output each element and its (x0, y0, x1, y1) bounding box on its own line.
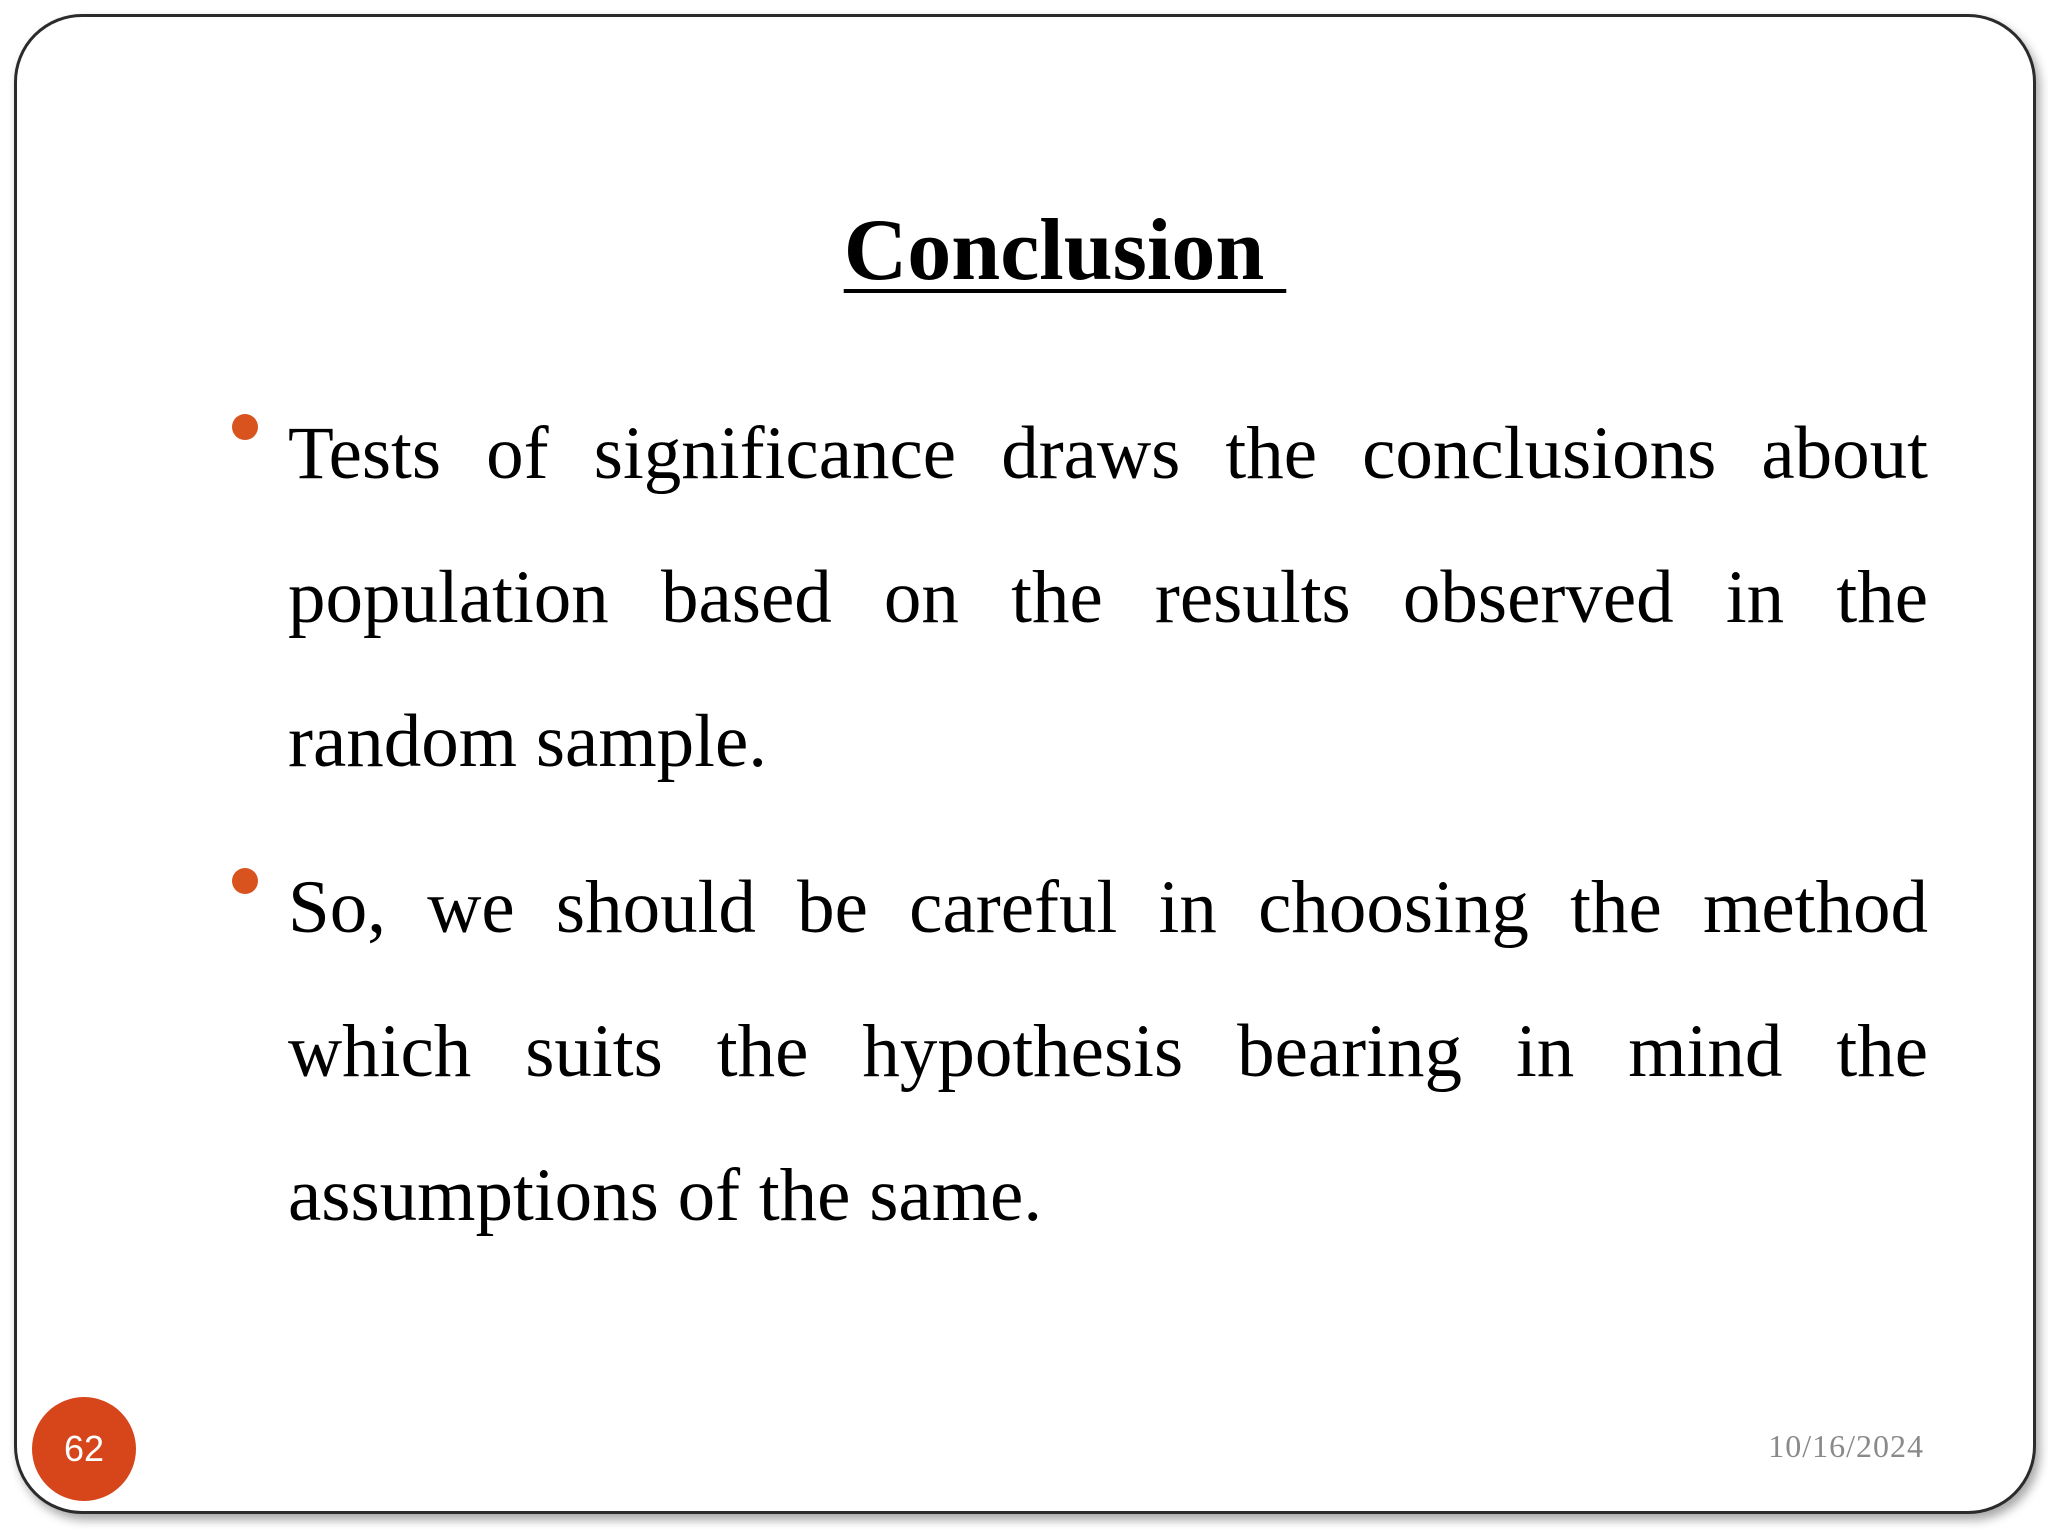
bullet-item (222, 836, 1928, 1268)
bullet-dot-icon (232, 414, 258, 440)
bullet-text: So, we should be careful in choosing the method which suits the hypothesis bearing in mind the assumptions of the same. (288, 866, 1928, 1237)
slide-title: Conclusion (843, 202, 1287, 299)
slide-date: 10/16/2024 (1768, 1428, 1924, 1464)
bullet-text: Tests of significance draws the conclusions about population based on the results observed in the random sample. (288, 412, 1928, 783)
slide-number-badge (32, 1397, 136, 1501)
slide-content (222, 382, 1928, 1290)
bullet-item (222, 382, 1928, 814)
bullet-dot-icon (232, 868, 258, 894)
slide-number: 62 (63, 1428, 105, 1469)
